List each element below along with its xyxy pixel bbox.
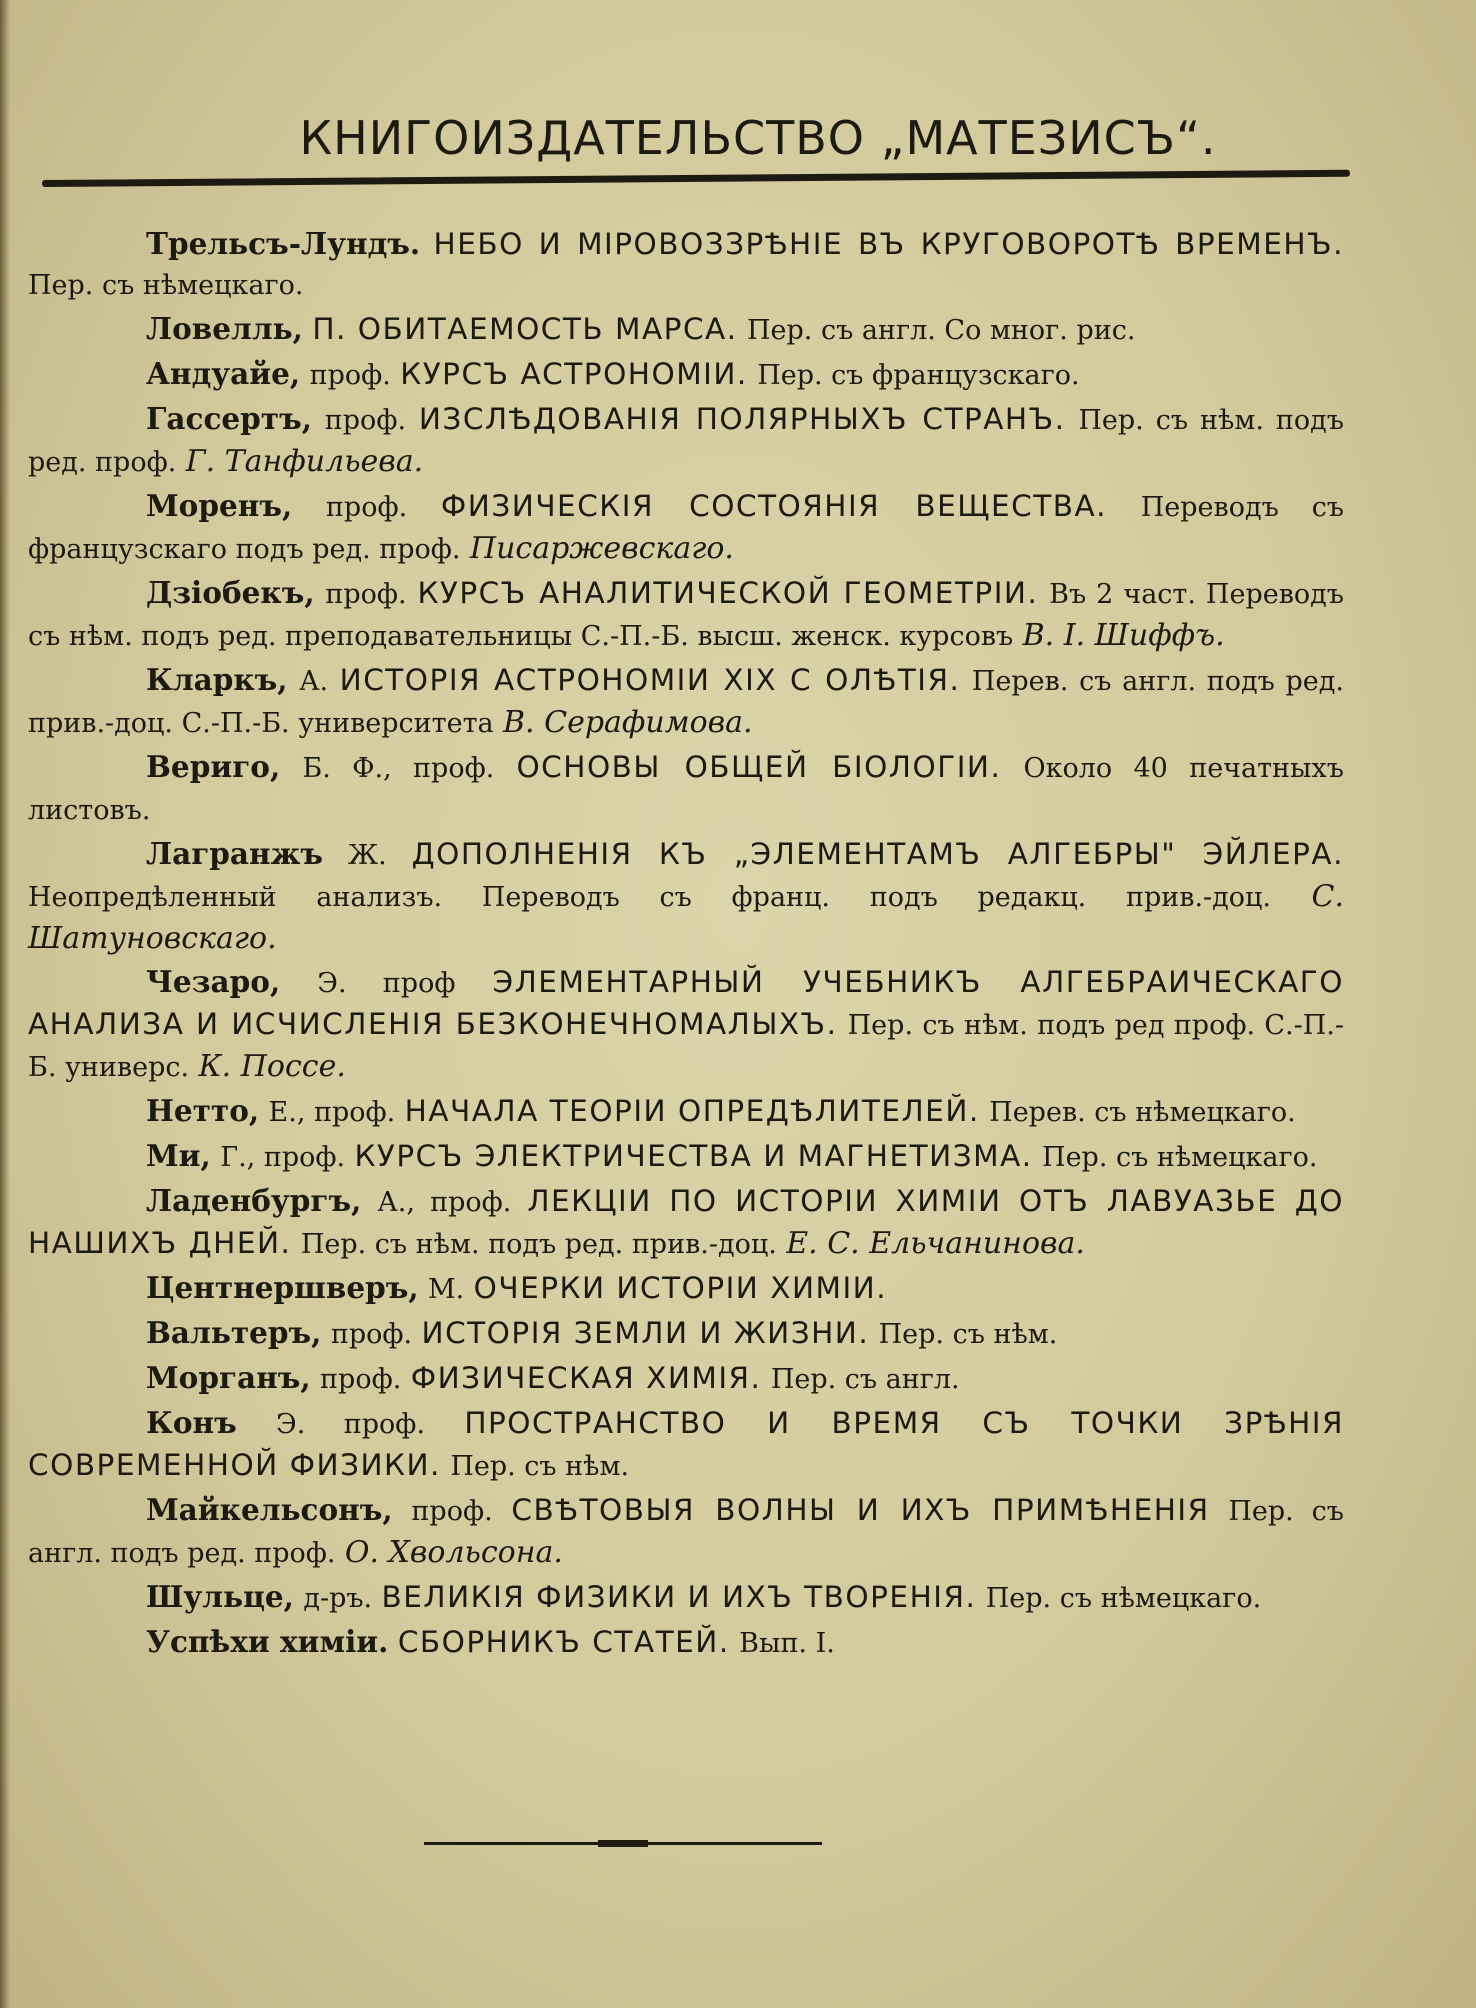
catalog-entry: [28, 1358, 1344, 1400]
catalog-entry: [28, 1091, 1344, 1133]
entry-author: Вальтеръ,: [146, 1315, 322, 1350]
entry-role: проф.: [325, 492, 408, 523]
entry-role: проф.: [411, 1496, 493, 1527]
entry-author: Моренъ,: [146, 488, 293, 523]
entry-role: проф.: [320, 1364, 402, 1395]
catalog-entry: [28, 224, 1344, 306]
entry-work: ДОПОЛНЕНІЯ КЪ „ЭЛЕМЕНТАМЪ АЛГЕБРЫ" ЭЙЛЕРА.: [411, 837, 1344, 871]
entry-author: Дзіобекъ,: [146, 575, 315, 610]
entry-work: КУРСЪ АНАЛИТИЧЕСКОЙ ГЕОМЕТРІИ.: [417, 576, 1039, 610]
entry-work: ОЧЕРКИ ИСТОРІИ ХИМІИ.: [473, 1271, 888, 1305]
entry-editor: С. Шатуновскаго.: [28, 879, 1344, 956]
entry-work: ЭЛЕМЕНТАРНЫЙ УЧЕБНИКЪ АЛГЕБРАИЧЕСКАГО АНАЛИЗА И ИСЧИСЛЕНІЯ БЕЗКОНЕЧНОМАЛЫХЪ.: [28, 965, 1344, 1041]
entry-note: Пер. съ нѣм.: [878, 1319, 1058, 1350]
entry-work: ИСТОРІЯ ЗЕМЛИ И ЖИЗНИ.: [421, 1316, 870, 1350]
entry-role: Б. Ф., проф.: [302, 753, 495, 784]
entry-note: Въ 2 част. Переводъ съ нѣм. подъ ред. преподавательницы С.-П.-Б. высш. женск. курсовъ: [28, 579, 1344, 652]
entry-editor: К. Поссе.: [198, 1049, 346, 1084]
page-title: КНИГОИЗДАТЕЛЬСТВО „МАТЕЗИСЪ“.: [299, 111, 1217, 165]
catalog-entry: [28, 962, 1344, 1088]
entry-note: Пер. съ нѣм.: [450, 1451, 630, 1482]
entry-role: Э. проф.: [276, 1409, 426, 1440]
entry-work: НАЧАЛА ТЕОРІИ ОПРЕДѢЛИТЕЛЕЙ.: [404, 1094, 980, 1128]
catalog-entry: [28, 1136, 1344, 1178]
entry-work: П. ОБИТАЕМОСТЬ МАРСА.: [312, 312, 738, 346]
catalog-entry: [28, 354, 1344, 396]
entry-editor: В. I. Шиффъ.: [1022, 618, 1225, 653]
catalog-entry: [28, 1490, 1344, 1574]
entry-work: НЕБО И МІРОВОЗЗРѢНІЕ ВЪ КРУГОВОРОТѢ ВРЕМЕНЪ.: [433, 227, 1344, 261]
entry-author: Кларкъ,: [146, 662, 288, 697]
catalog-entry: [28, 660, 1344, 744]
entry-work: ИЗСЛѢДОВАНІЯ ПОЛЯРНЫХЪ СТРАНЪ.: [418, 402, 1066, 436]
catalog-entry: [28, 1403, 1344, 1487]
entry-role: Г., проф.: [220, 1142, 346, 1173]
catalog-entry: [28, 834, 1344, 959]
entry-note: Перев. съ нѣмецкаго.: [989, 1097, 1296, 1128]
entry-author: Успѣхи химіи.: [146, 1624, 389, 1659]
catalog-entry: [28, 1181, 1344, 1265]
catalog-entry: [28, 747, 1344, 831]
entry-work: ФИЗИЧЕСКАЯ ХИМІЯ.: [410, 1361, 762, 1395]
entry-author: Майкельсонъ,: [146, 1492, 393, 1527]
entry-author: Ми,: [146, 1138, 211, 1173]
entry-author: Вериго,: [146, 749, 281, 784]
entry-role: д-ръ.: [303, 1583, 373, 1614]
entry-note: Вып. I.: [739, 1628, 835, 1659]
entry-author: Лагранжъ: [146, 836, 324, 871]
catalog-entry: [28, 1577, 1344, 1619]
book-catalog: [0, 224, 1476, 1667]
entry-author: Конъ: [146, 1405, 237, 1440]
end-ornament-rule: [424, 1842, 822, 1845]
entry-note: Пер. съ нѣм. подъ ред. прив.-доц.: [300, 1229, 777, 1260]
entry-author: Ловелль,: [146, 311, 303, 346]
entry-role: проф.: [324, 405, 407, 436]
entry-work: ВЕЛИКІЯ ФИЗИКИ И ИХЪ ТВОРЕНІЯ.: [381, 1580, 977, 1614]
entry-note: Переводъ съ французскаго подъ ред. проф.: [28, 492, 1344, 565]
entry-editor: Г. Танфильева.: [185, 444, 424, 479]
catalog-entry: [28, 309, 1344, 351]
entry-author: Трельсъ-Лундъ.: [146, 226, 421, 261]
entry-author: Шульце,: [146, 1579, 294, 1614]
entry-author: Морганъ,: [146, 1360, 311, 1395]
entry-role: А., проф.: [377, 1187, 512, 1218]
entry-note: Пер. съ нѣмецкаго.: [1042, 1142, 1318, 1173]
entry-work: ОСНОВЫ ОБЩЕЙ БІОЛОГІИ.: [516, 750, 1002, 784]
entry-role: проф.: [330, 1319, 413, 1350]
catalog-entry: [28, 1268, 1344, 1310]
catalog-entry: [28, 1313, 1344, 1355]
entry-work: ЛЕКЦІИ ПО ИСТОРІИ ХИМІИ ОТЪ ЛАВУАЗЬЕ ДО НАШИХЪ ДНЕЙ.: [28, 1184, 1344, 1260]
entry-role: Э. проф: [317, 968, 456, 999]
entry-role: Е., проф.: [268, 1097, 396, 1128]
entry-note: Пер. съ нѣм. подъ ред проф. С.-П.-Б. универс.: [28, 1010, 1345, 1083]
catalog-entry: [28, 573, 1344, 657]
entry-note: Пер. съ нѣмецкаго.: [985, 1583, 1262, 1614]
entry-editor: В. Серафимова.: [503, 705, 753, 740]
entry-note: Пер. съ англ. подъ ред. проф.: [28, 1496, 1344, 1569]
entry-note: Перев. съ англ. подъ ред. прив.-доц. С.-П.-Б. университета: [28, 666, 1344, 739]
entry-note: Около 40 печатныхъ листовъ.: [28, 753, 1344, 826]
entry-author: Гассертъ,: [146, 401, 312, 436]
entry-work: СБОРНИКЪ СТАТЕЙ.: [397, 1625, 730, 1659]
entry-role: Ж.: [347, 840, 387, 871]
entry-work: КУРСЪ ЭЛЕКТРИЧЕСТВА И МАГНЕТИЗМА.: [354, 1139, 1033, 1173]
entry-role: А.: [299, 666, 329, 697]
entry-note: Пер. съ англ. Со мног. рис.: [747, 315, 1136, 346]
entry-work: СВѢТОВЫЯ ВОЛНЫ И ИХЪ ПРИМѢНЕНІЯ: [511, 1493, 1210, 1527]
catalog-entry: [28, 1622, 1344, 1664]
catalog-entry: [28, 486, 1344, 570]
entry-editor: Писаржевскаго.: [469, 531, 734, 566]
entry-author: Центнершверъ,: [146, 1270, 419, 1305]
entry-author: Чезаро,: [146, 964, 281, 999]
entry-note: Пер. съ французскаго.: [757, 360, 1080, 391]
entry-author: Ладенбургъ,: [146, 1183, 362, 1218]
catalog-entry: [28, 399, 1344, 483]
entry-editor: О. Хвольсона.: [344, 1535, 563, 1570]
entry-author: Нетто,: [146, 1093, 260, 1128]
entry-note: Пер. съ англ.: [770, 1364, 960, 1395]
entry-work: ПРОСТРАНСТВО И ВРЕМЯ СЪ ТОЧКИ ЗРѢНІЯ СОВРЕМЕННОЙ ФИЗИКИ.: [28, 1406, 1344, 1482]
entry-note: Неопредѣленный анализъ. Переводъ съ франц. подъ редакц. прив.-доц.: [28, 882, 1271, 913]
entry-note: Пер. съ нѣмецкаго.: [28, 270, 304, 301]
entry-editor: Е. С. Ельчанинова.: [786, 1226, 1085, 1261]
entry-work: ИСТОРІЯ АСТРОНОМІИ XIX С ОЛѢТІЯ.: [339, 663, 961, 697]
entry-work: КУРСЪ АСТРОНОМІИ.: [400, 357, 748, 391]
entry-note: Пер. съ нѣм. подъ ред. проф.: [28, 405, 1344, 478]
entry-work: ФИЗИЧЕСКІЯ СОСТОЯНІЯ ВЕЩЕСТВА.: [440, 489, 1108, 523]
entry-role: М.: [428, 1274, 465, 1305]
entry-role: проф.: [325, 579, 407, 610]
entry-author: Андуайе,: [146, 356, 301, 391]
entry-role: проф.: [309, 360, 391, 391]
